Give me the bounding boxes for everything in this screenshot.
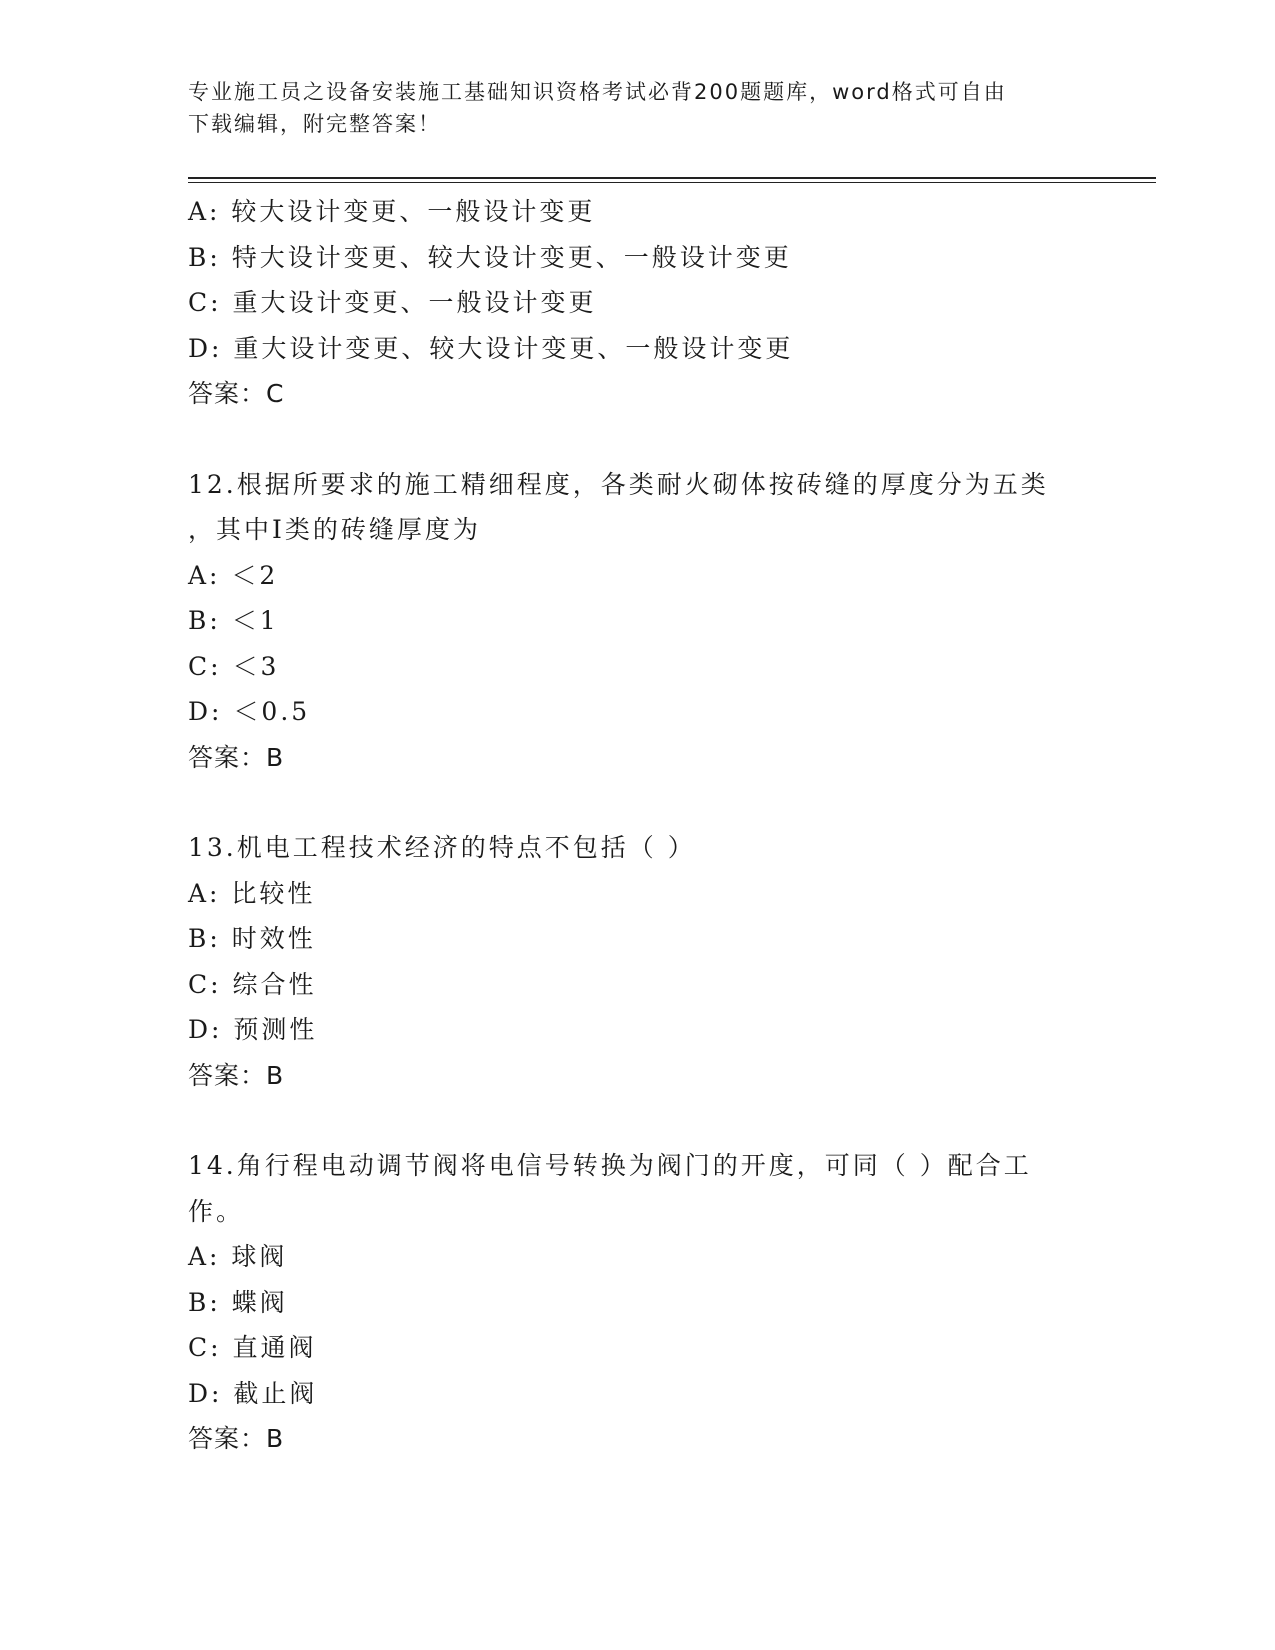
- option-d: D: 截止阀: [188, 1378, 318, 1408]
- option-b: B: 时效性: [188, 924, 316, 953]
- question-11: [188, 189, 1088, 417]
- question-stem-line-2: 作。: [188, 1196, 245, 1226]
- option-a: A: ＜2: [188, 560, 279, 590]
- option-c: C: 综合性: [188, 969, 317, 999]
- option-b: B: 蝶阀: [188, 1287, 288, 1317]
- spacer: [188, 417, 1088, 462]
- option-a: A: 较大设计变更、一般设计变更: [188, 197, 596, 226]
- question-list: [188, 189, 1088, 1462]
- option-d: D: 重大设计变更、较大设计变更、一般设计变更: [188, 333, 794, 363]
- header-divider: [188, 177, 1156, 183]
- page-header: [188, 76, 1088, 140]
- answer-line: 答案：B: [188, 742, 285, 772]
- question-stem-line-2: ，其中Ⅰ类的砖缝厚度为: [188, 515, 481, 544]
- answer-line: 答案：B: [188, 1424, 285, 1453]
- spacer: [188, 780, 1088, 825]
- question-12: [188, 462, 1088, 781]
- option-a: A: 比较性: [188, 878, 316, 908]
- option-c: C: 重大设计变更、一般设计变更: [188, 288, 597, 317]
- header-title-line-2: 下载编辑，附完整答案！: [188, 112, 441, 136]
- option-d: D: ＜0.5: [188, 697, 311, 726]
- header-title-line-1: 专业施工员之设备安装施工基础知识资格考试必背200题题库，word格式可自由: [188, 80, 1007, 104]
- question-stem-line-1: 13.机电工程技术经济的特点不包括（ ）: [188, 833, 696, 862]
- option-d: D: 预测性: [188, 1015, 318, 1044]
- answer-line: 答案：B: [188, 1060, 285, 1090]
- question-stem-line-1: 12.根据所要求的施工精细程度，各类耐火砌体按砖缝的厚度分为五类: [188, 469, 1049, 499]
- option-c: C: 直通阀: [188, 1333, 317, 1362]
- option-c: C: ＜3: [188, 651, 280, 681]
- question-13: [188, 825, 1088, 1098]
- option-b: B: 特大设计变更、较大设计变更、一般设计变更: [188, 242, 792, 272]
- spacer: [188, 1098, 1088, 1143]
- option-b: B: ＜1: [188, 606, 279, 635]
- answer-line: 答案：C: [188, 379, 285, 408]
- option-a: A: 球阀: [188, 1242, 288, 1271]
- question-14: [188, 1143, 1088, 1462]
- question-stem-line-1: 14.角行程电动调节阀将电信号转换为阀门的开度，可同（ ）配合工: [188, 1151, 1032, 1180]
